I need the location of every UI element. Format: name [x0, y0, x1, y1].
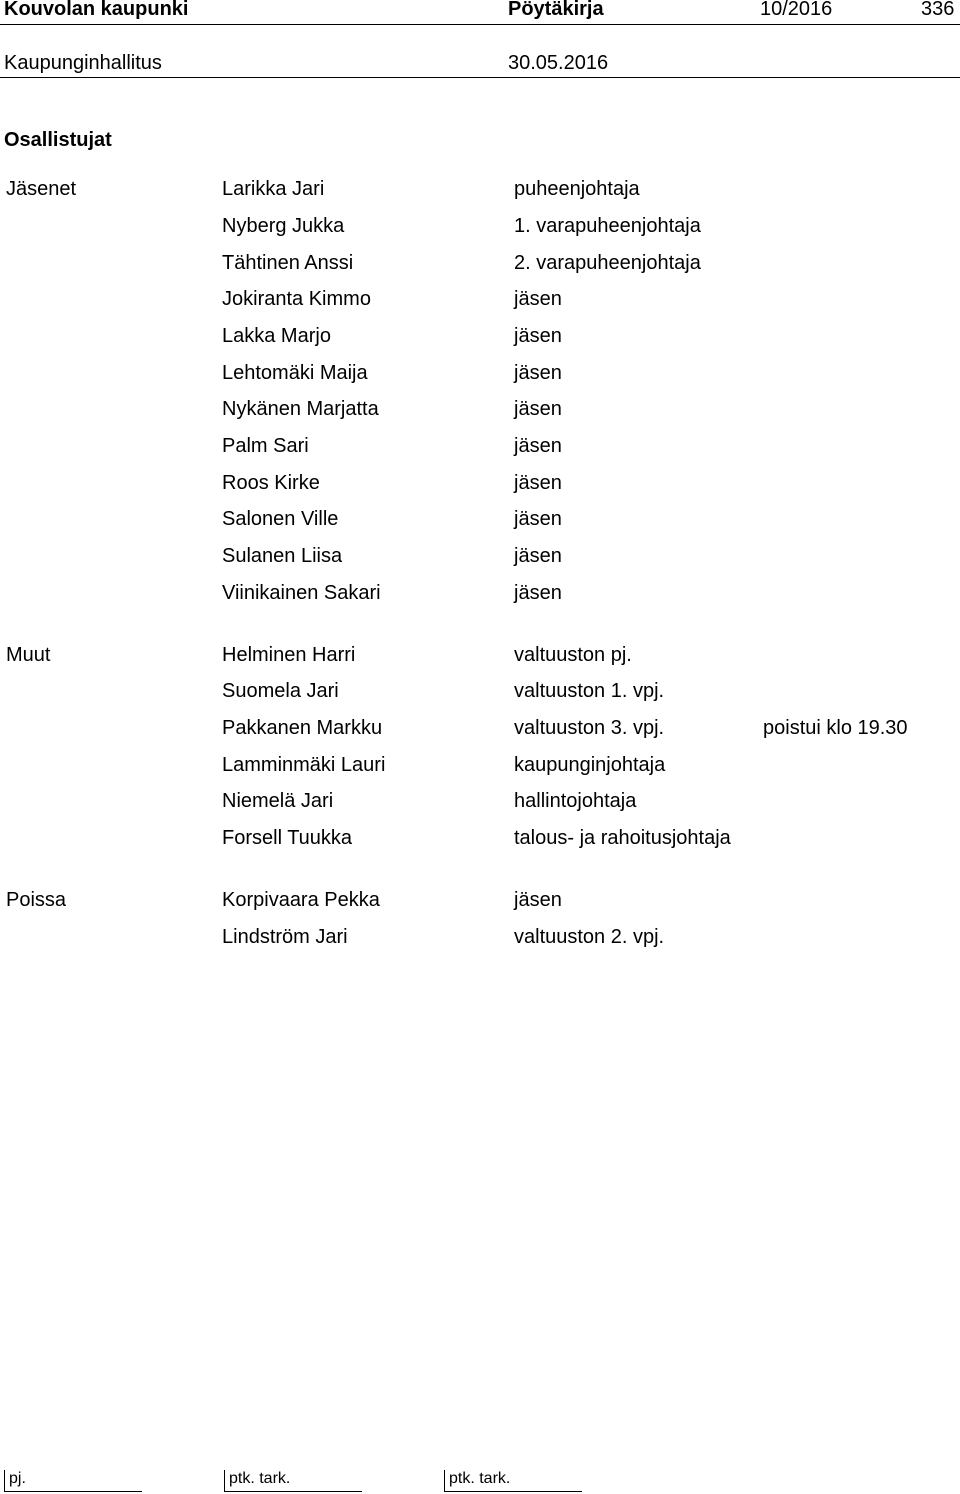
participant-role: jäsen [514, 362, 562, 384]
participant-row [0, 827, 960, 857]
participant-name: Suomela Jari [222, 680, 339, 702]
participant-role: jäsen [514, 545, 562, 567]
participant-role: jäsen [514, 325, 562, 347]
participant-role: jäsen [514, 472, 562, 494]
participant-role: valtuuston 2. vpj. [514, 926, 665, 948]
participant-role: jäsen [514, 288, 562, 310]
participant-role: jäsen [514, 889, 562, 911]
participant-role: jäsen [514, 582, 562, 604]
participant-role: valtuuston 1. vpj. [514, 680, 665, 702]
participant-row [0, 398, 960, 428]
participant-name: Jokiranta Kimmo [222, 288, 371, 310]
participant-row [0, 582, 960, 612]
participant-row [0, 926, 960, 956]
participant-role: kaupunginjohtaja [514, 754, 666, 776]
participant-row [0, 508, 960, 538]
participant-name: Viinikainen Sakari [222, 582, 381, 604]
participant-row [0, 472, 960, 502]
participant-role: valtuuston 3. vpj. [514, 717, 665, 739]
participant-row [0, 680, 960, 710]
participant-row [0, 754, 960, 784]
participant-name: Lamminmäki Lauri [222, 754, 386, 776]
participant-role: hallintojohtaja [514, 790, 637, 812]
body-name: Kaupunginhallitus [4, 52, 162, 74]
participant-row [0, 288, 960, 318]
signature-field-chair [4, 1470, 142, 1492]
participant-name: Lehtomäki Maija [222, 362, 368, 384]
participant-name: Niemelä Jari [222, 790, 334, 812]
participant-row [0, 252, 960, 282]
participant-name: Palm Sari [222, 435, 309, 457]
signature-label: ptk. tark. [229, 1470, 291, 1487]
participant-name: Helminen Harri [222, 644, 356, 666]
participant-name: Nyberg Jukka [222, 215, 345, 237]
meeting-date: 30.05.2016 [508, 52, 609, 74]
participant-row [0, 644, 960, 674]
participant-role: puheenjohtaja [514, 178, 640, 200]
participant-name: Korpivaara Pekka [222, 889, 380, 911]
participant-name: Salonen Ville [222, 508, 339, 530]
doc-type: Pöytäkirja [508, 0, 604, 20]
group-label: Muut [6, 644, 51, 666]
signature-field-checker-2 [444, 1470, 582, 1492]
participant-row [0, 889, 960, 919]
page-number: 336 [921, 0, 955, 20]
signature-label: ptk. tark. [449, 1470, 511, 1487]
participant-row [0, 215, 960, 245]
group-label: Poissa [6, 889, 67, 911]
participant-role: jäsen [514, 435, 562, 457]
participant-role: valtuuston pj. [514, 644, 632, 666]
participant-row [0, 717, 960, 747]
section-title: Osallistujat [4, 129, 112, 151]
participant-name: Roos Kirke [222, 472, 320, 494]
signature-label: pj. [9, 1470, 26, 1487]
participant-row [0, 325, 960, 355]
participant-name: Pakkanen Markku [222, 717, 383, 739]
org-name: Kouvolan kaupunki [4, 0, 189, 20]
participant-name: Tähtinen Anssi [222, 252, 354, 274]
participant-role: 2. varapuheenjohtaja [514, 252, 701, 274]
participant-row [0, 790, 960, 820]
participant-name: Lakka Marjo [222, 325, 331, 347]
participant-note: poistui klo 19.30 [763, 717, 908, 739]
participant-row [0, 545, 960, 575]
participant-name: Nykänen Marjatta [222, 398, 379, 420]
participant-role: jäsen [514, 398, 562, 420]
signature-field-checker-1 [224, 1470, 362, 1492]
participant-row [0, 435, 960, 465]
participant-row [0, 362, 960, 392]
participant-name: Forsell Tuukka [222, 827, 353, 849]
participant-role: talous- ja rahoitusjohtaja [514, 827, 731, 849]
participant-role: 1. varapuheenjohtaja [514, 215, 701, 237]
participant-name: Lindström Jari [222, 926, 348, 948]
header-rule-top [0, 24, 960, 25]
group-label: Jäsenet [6, 178, 77, 200]
participant-name: Sulanen Liisa [222, 545, 343, 567]
participant-row [0, 178, 960, 208]
participant-role: jäsen [514, 508, 562, 530]
participant-name: Larikka Jari [222, 178, 325, 200]
doc-number: 10/2016 [760, 0, 833, 20]
header-rule-bottom [0, 77, 960, 78]
